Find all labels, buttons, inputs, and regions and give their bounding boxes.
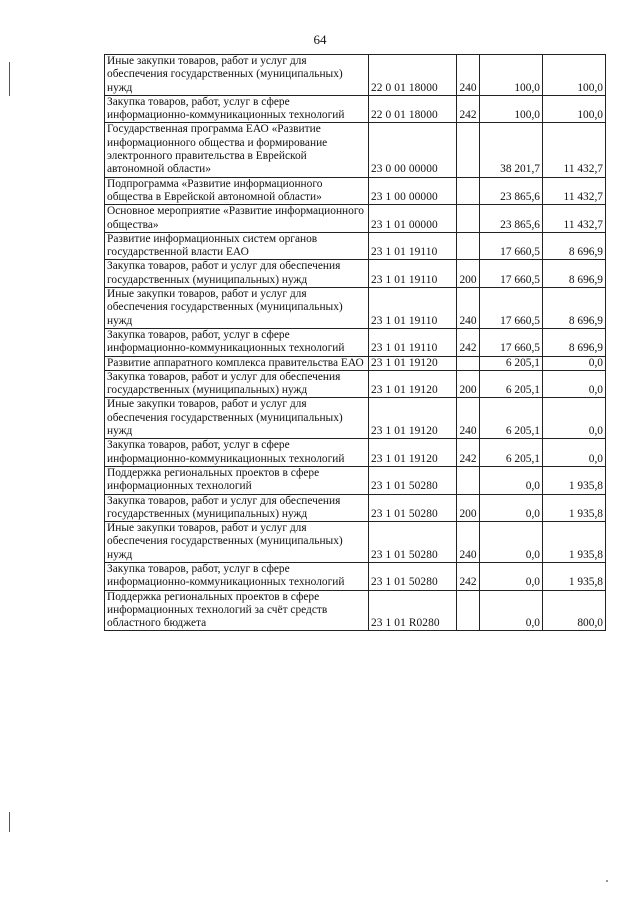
row-sum-first-year: 17 660,5 [480,328,543,356]
row-sum-second-year: 8 696,9 [543,328,606,356]
row-sum-first-year: 23 865,6 [480,177,543,205]
table-row [105,177,606,205]
row-target-code: 23 1 01 00000 [369,205,457,233]
row-name: Поддержка региональных проектов в сфере информационных технологий [105,466,369,494]
row-name: Закупка товаров, работ, услуг в сфере информационно-коммуникационных технологий [105,95,369,123]
row-name: Закупка товаров, работ, услуг в сфере информационно-коммуникационных технологий [105,562,369,590]
row-expense-type [457,177,480,205]
row-name: Закупка товаров, работ и услуг для обеспечения государственных (муниципальных) нужд [105,494,369,522]
row-target-code: 23 1 01 19120 [369,398,457,439]
row-expense-type [457,466,480,494]
table-row [105,522,606,563]
row-name: Иные закупки товаров, работ и услуг для обеспечения государственных (муниципальных) нужд [105,398,369,439]
row-target-code: 23 1 01 19120 [369,370,457,398]
row-sum-first-year: 23 865,6 [480,205,543,233]
row-sum-first-year: 0,0 [480,494,543,522]
budget-table [104,54,606,631]
row-name: Государственная программа ЕАО «Развитие информационного общества и формирование электронного правительства в Еврейской автономной области» [105,123,369,177]
row-sum-second-year: 8 696,9 [543,260,606,288]
row-sum-second-year: 100,0 [543,95,606,123]
row-sum-second-year: 0,0 [543,370,606,398]
row-sum-first-year: 100,0 [480,95,543,123]
table-row [105,439,606,467]
row-sum-first-year: 0,0 [480,466,543,494]
row-target-code: 23 1 01 19110 [369,232,457,260]
row-sum-second-year: 11 432,7 [543,205,606,233]
row-name: Закупка товаров, работ и услуг для обеспечения государственных (муниципальных) нужд [105,260,369,288]
table-row [105,260,606,288]
row-sum-second-year: 800,0 [543,590,606,631]
row-expense-type: 240 [457,398,480,439]
row-sum-second-year: 1 935,8 [543,522,606,563]
table-row [105,205,606,233]
row-name: Закупка товаров, работ, услуг в сфере информационно-коммуникационных технологий [105,439,369,467]
row-expense-type: 200 [457,494,480,522]
row-expense-type: 242 [457,328,480,356]
row-name: Закупка товаров, работ, услуг в сфере информационно-коммуникационных технологий [105,328,369,356]
row-sum-first-year: 6 205,1 [480,356,543,370]
row-sum-first-year: 17 660,5 [480,260,543,288]
table-row [105,232,606,260]
row-name: Основное мероприятие «Развитие информационного общества» [105,205,369,233]
row-expense-type: 242 [457,95,480,123]
row-expense-type: 242 [457,562,480,590]
row-expense-type [457,590,480,631]
row-target-code: 23 1 00 00000 [369,177,457,205]
table-row [105,562,606,590]
row-target-code: 23 1 01 19110 [369,328,457,356]
row-expense-type [457,123,480,177]
margin-mark [9,62,10,96]
table-row [105,288,606,329]
row-sum-first-year: 0,0 [480,562,543,590]
row-name: Иные закупки товаров, работ и услуг для обеспечения государственных (муниципальных) нужд [105,55,369,96]
row-sum-first-year: 17 660,5 [480,288,543,329]
row-sum-second-year: 8 696,9 [543,288,606,329]
row-sum-first-year: 6 205,1 [480,439,543,467]
row-name: Развитие аппаратного комплекса правительства ЕАО [105,356,369,370]
row-sum-first-year: 0,0 [480,590,543,631]
row-sum-second-year: 0,0 [543,356,606,370]
row-expense-type: 242 [457,439,480,467]
row-sum-second-year: 8 696,9 [543,232,606,260]
row-target-code: 23 1 01 50280 [369,562,457,590]
row-expense-type: 240 [457,288,480,329]
table-row [105,398,606,439]
row-target-code: 22 0 01 18000 [369,55,457,96]
row-name: Иные закупки товаров, работ и услуг для обеспечения государственных (муниципальных) нужд [105,522,369,563]
row-sum-first-year: 6 205,1 [480,398,543,439]
budget-table-body [105,55,606,631]
row-sum-first-year: 6 205,1 [480,370,543,398]
row-target-code: 23 1 01 19110 [369,288,457,329]
row-sum-first-year: 0,0 [480,522,543,563]
table-row [105,55,606,96]
row-target-code: 23 1 01 19120 [369,356,457,370]
row-sum-first-year: 100,0 [480,55,543,96]
row-target-code: 23 1 01 50280 [369,522,457,563]
table-row [105,590,606,631]
row-target-code: 23 1 01 50280 [369,494,457,522]
row-expense-type [457,232,480,260]
row-target-code: 23 1 01 50280 [369,466,457,494]
row-target-code: 23 1 01 19110 [369,260,457,288]
margin-mark [9,812,10,832]
row-target-code: 22 0 01 18000 [369,95,457,123]
row-sum-second-year: 1 935,8 [543,466,606,494]
table-row [105,370,606,398]
row-target-code: 23 1 01 19120 [369,439,457,467]
table-row [105,356,606,370]
row-sum-first-year: 17 660,5 [480,232,543,260]
row-name: Иные закупки товаров, работ и услуг для обеспечения государственных (муниципальных) нужд [105,288,369,329]
row-expense-type: 240 [457,522,480,563]
row-target-code: 23 0 00 00000 [369,123,457,177]
table-row [105,123,606,177]
row-sum-second-year: 11 432,7 [543,123,606,177]
row-expense-type [457,205,480,233]
row-name: Развитие информационных систем органов государственной власти ЕАО [105,232,369,260]
row-expense-type [457,356,480,370]
row-expense-type: 200 [457,260,480,288]
row-expense-type: 240 [457,55,480,96]
row-name: Поддержка региональных проектов в сфере информационных технологий за счёт средств областного бюджета [105,590,369,631]
scan-speck [606,880,608,882]
row-name: Подпрограмма «Развитие информационного общества в Еврейской автономной области» [105,177,369,205]
row-sum-second-year: 100,0 [543,55,606,96]
table-row [105,95,606,123]
table-row [105,466,606,494]
table-row [105,494,606,522]
row-sum-second-year: 1 935,8 [543,494,606,522]
row-sum-first-year: 38 201,7 [480,123,543,177]
page-number: 64 [313,32,327,47]
row-sum-second-year: 1 935,8 [543,562,606,590]
row-sum-second-year: 0,0 [543,439,606,467]
row-expense-type: 200 [457,370,480,398]
row-sum-second-year: 11 432,7 [543,177,606,205]
row-name: Закупка товаров, работ и услуг для обеспечения государственных (муниципальных) нужд [105,370,369,398]
row-target-code: 23 1 01 R0280 [369,590,457,631]
table-row [105,328,606,356]
row-sum-second-year: 0,0 [543,398,606,439]
